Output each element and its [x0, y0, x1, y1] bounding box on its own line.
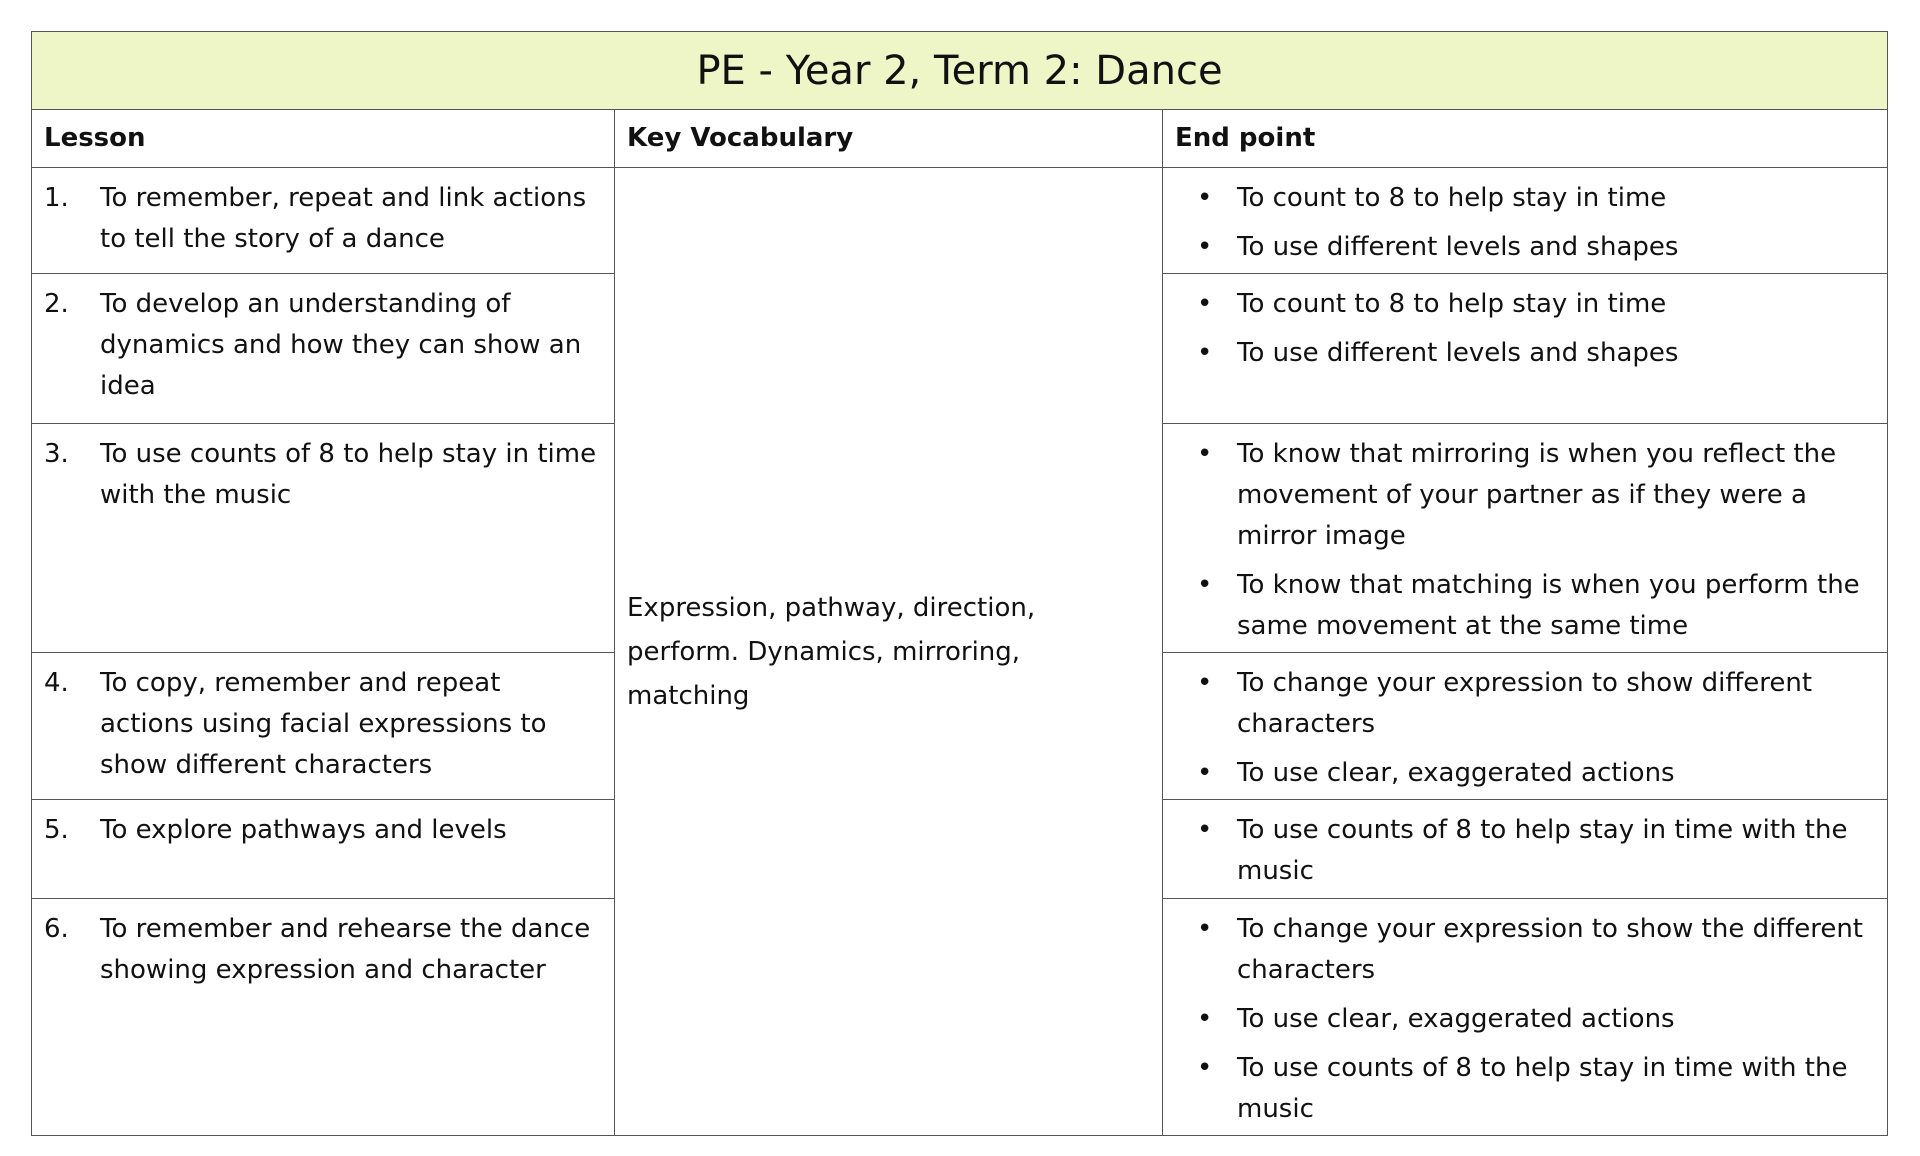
lesson-number: 4. [44, 668, 69, 698]
lesson-cell [32, 653, 615, 800]
lesson-cell [32, 800, 615, 899]
bullet-icon: • [1197, 914, 1213, 944]
header-key-vocabulary: Key Vocabulary [615, 110, 1163, 168]
lesson-number: 5. [44, 815, 69, 845]
end-point-list [1175, 284, 1875, 374]
end-point-item [1175, 909, 1875, 991]
end-point-cell [1163, 168, 1887, 274]
end-point-item [1175, 227, 1875, 268]
end-point-item [1175, 753, 1875, 794]
end-point-cell [1163, 899, 1887, 1135]
end-point-text: To use counts of 8 to help stay in time with the music [1237, 1053, 1848, 1124]
end-point-text: To count to 8 to help stay in time [1237, 183, 1667, 213]
end-point-cell [1163, 800, 1887, 899]
lesson-text: To remember and rehearse the dance showing expression and character [100, 914, 591, 985]
bullet-icon: • [1197, 1053, 1213, 1083]
bullet-icon: • [1197, 815, 1213, 845]
key-vocabulary-cell [615, 168, 1163, 1135]
end-point-list [1175, 178, 1875, 268]
end-point-item [1175, 999, 1875, 1040]
end-point-cell [1163, 274, 1887, 424]
page-title: PE - Year 2, Term 2: Dance [32, 32, 1887, 110]
end-point-text: To use clear, exaggerated actions [1237, 1004, 1675, 1034]
end-point-cell [1163, 424, 1887, 653]
end-point-text: To know that mirroring is when you reflect the movement of your partner as if they were a mirror image [1237, 439, 1837, 551]
bullet-icon: • [1197, 289, 1213, 319]
lesson-plan-table [31, 31, 1888, 1136]
lesson-text: To explore pathways and levels [100, 815, 507, 845]
bullet-icon: • [1197, 1004, 1213, 1034]
lesson-text: To remember, repeat and link actions to tell the story of a dance [100, 183, 587, 254]
lesson-cell [32, 899, 615, 1135]
end-point-text: To know that matching is when you perform the same movement at the same time [1237, 570, 1860, 641]
lesson-cell [32, 168, 615, 274]
lesson-number: 3. [44, 439, 69, 469]
lesson-text: To copy, remember and repeat actions using facial expressions to show different characters [100, 668, 547, 780]
lesson-number: 6. [44, 914, 69, 944]
bullet-icon: • [1197, 758, 1213, 788]
end-point-item [1175, 810, 1875, 892]
lesson-number: 1. [44, 183, 69, 213]
end-point-list [1175, 663, 1875, 794]
lesson-cell [32, 274, 615, 424]
end-point-list [1175, 909, 1875, 1130]
bullet-icon: • [1197, 668, 1213, 698]
header-end-point: End point [1163, 110, 1887, 168]
end-point-item [1175, 284, 1875, 325]
lesson-number: 2. [44, 289, 69, 319]
lesson-text: To develop an understanding of dynamics and how they can show an idea [100, 289, 582, 401]
end-point-text: To use counts of 8 to help stay in time with the music [1237, 815, 1848, 886]
bullet-icon: • [1197, 570, 1213, 600]
end-point-item [1175, 333, 1875, 374]
end-point-text: To use different levels and shapes [1237, 338, 1679, 368]
bullet-icon: • [1197, 183, 1213, 213]
lesson-text: To use counts of 8 to help stay in time with the music [100, 439, 597, 510]
lesson-cell [32, 424, 615, 653]
bullet-icon: • [1197, 338, 1213, 368]
vocabulary-text: Expression, pathway, direction, perform. Dynamics, mirroring, matching [627, 592, 1036, 711]
end-point-text: To change your expression to show different characters [1237, 668, 1813, 739]
end-point-item [1175, 663, 1875, 745]
end-point-cell [1163, 653, 1887, 800]
bullet-icon: • [1197, 232, 1213, 262]
header-lesson: Lesson [32, 110, 615, 168]
end-point-text: To count to 8 to help stay in time [1237, 289, 1667, 319]
end-point-text: To use clear, exaggerated actions [1237, 758, 1675, 788]
end-point-list [1175, 434, 1875, 647]
end-point-text: To change your expression to show the different characters [1237, 914, 1864, 985]
end-point-text: To use different levels and shapes [1237, 232, 1679, 262]
end-point-item [1175, 1048, 1875, 1130]
end-point-item [1175, 434, 1875, 557]
end-point-item [1175, 565, 1875, 647]
end-point-item [1175, 178, 1875, 219]
end-point-list [1175, 810, 1875, 892]
bullet-icon: • [1197, 439, 1213, 469]
